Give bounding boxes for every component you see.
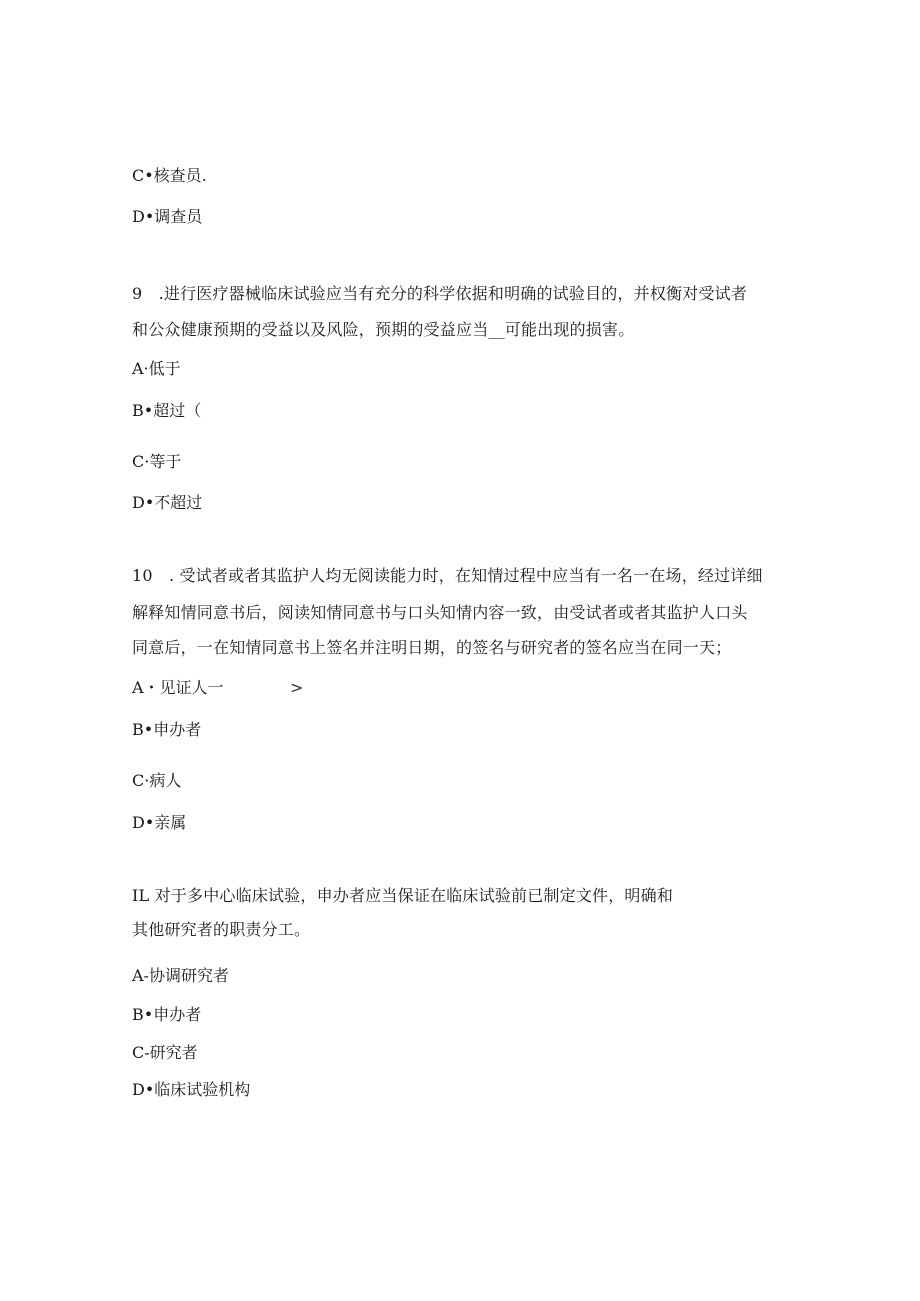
q9-stem-line1: 9 .进行医疗器械临床试验应当有充分的科学依据和明确的试验目的，并权衡对受试者 bbox=[132, 284, 748, 303]
q11-option-a: A-协调研究者 bbox=[132, 966, 229, 985]
q10-stem-line1: 10 . 受试者或者其监护人均无阅读能力时，在知情过程中应当有一名一在场，经过详细 bbox=[132, 566, 763, 585]
q10-stem-line2: 解释知情同意书后，阅读知情同意书与口头知情内容一致，由受试者或者其监护人口头 bbox=[132, 603, 748, 622]
q9-stem-line2: 和公众健康预期的受益以及风险，预期的受益应当__可能出现的损害。 bbox=[132, 320, 635, 339]
q10-option-b: B•申办者 bbox=[132, 720, 202, 739]
q10-option-a: A・见证人一 bbox=[132, 678, 224, 697]
q10-option-d: D•亲属 bbox=[132, 813, 187, 832]
q11-stem-line1: IL 对于多中心临床试验，申办者应当保证在临床试验前已制定文件，明确和 bbox=[132, 886, 674, 905]
q11-option-d: D•临床试验机构 bbox=[132, 1080, 251, 1099]
q9-option-a: A·低于 bbox=[132, 359, 181, 378]
q9-option-b: B•超过（ bbox=[132, 401, 202, 420]
q11-stem-line2: 其他研究者的职责分工。 bbox=[132, 920, 311, 939]
q8-option-c: C•核查员. bbox=[132, 166, 207, 185]
q8-option-d: D•调查员 bbox=[132, 207, 203, 226]
q9-option-d: D•不超过 bbox=[132, 493, 203, 512]
q10-stem-line3: 同意后，一在知情同意书上签名并注明日期，的签名与研究者的签名应当在同一天； bbox=[132, 638, 732, 657]
q9-option-c: C·等于 bbox=[132, 452, 182, 471]
q10-option-a-marker: > bbox=[290, 678, 304, 697]
q10-option-c: C·病人 bbox=[132, 771, 182, 790]
q11-option-c: C-研究者 bbox=[132, 1043, 198, 1062]
q11-option-b: B•申办者 bbox=[132, 1005, 202, 1024]
